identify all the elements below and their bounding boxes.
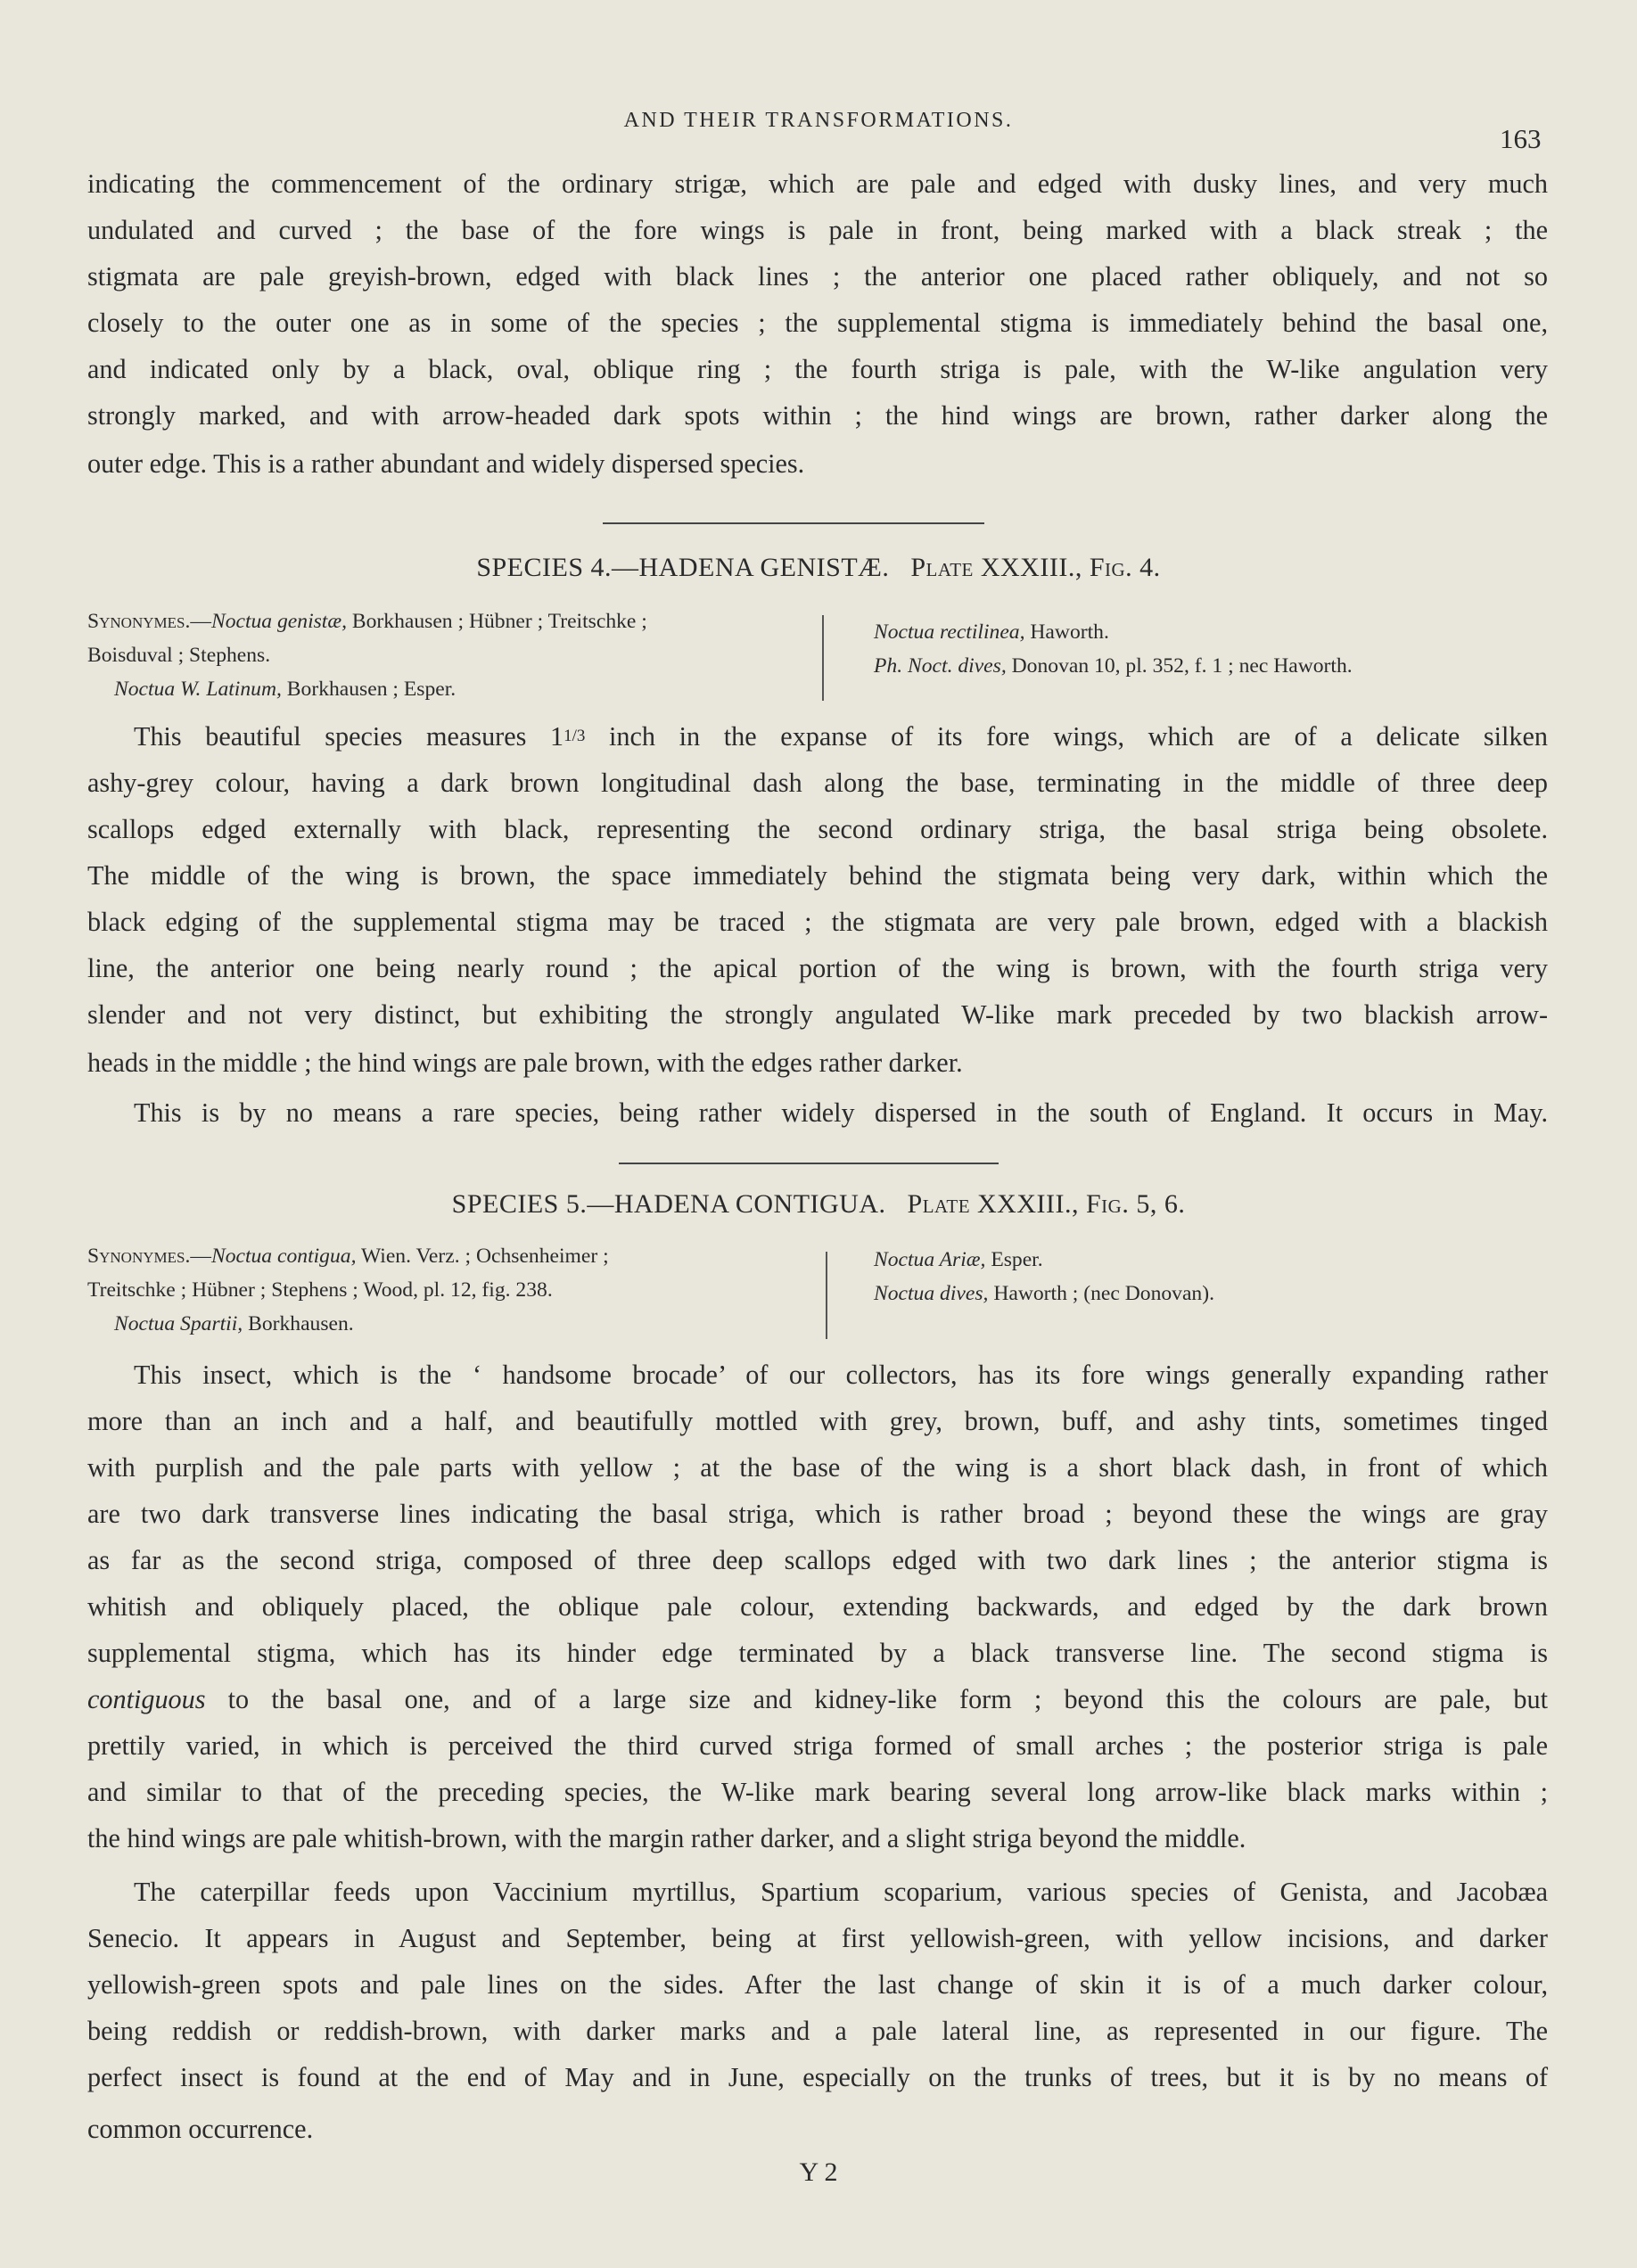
species-4-text-line: line, the anterior one being nearly round ; the apical portion of the wing is brown, with the fourth striga very — [87, 953, 1548, 983]
intro-line: undulated and curved ; the base of the fore wings is pale in front, being marked with a black streak ; the — [87, 215, 1548, 245]
species-5-text-line: yellowish-green spots and pale lines on the sides. After the last change of skin it is of a much darker colour, — [87, 1969, 1548, 2000]
fraction: 1/3 — [563, 727, 586, 745]
synonymes-label: Synonymes.— — [87, 1245, 211, 1268]
italic-word: contiguous — [87, 1684, 206, 1714]
species-4-title: SPECIES 4.—HADENA GENISTÆ. — [476, 553, 890, 582]
running-head: AND THEIR TRANSFORMATIONS. — [623, 109, 1014, 132]
synonym-name: Noctua Spartii, — [114, 1312, 243, 1335]
synonyms-column-divider — [822, 615, 824, 701]
species-5-text-line: the hind wings are pale whitish-brown, with the margin rather darker, and a slight striga beyond the middle. — [87, 1823, 1246, 1853]
species-5-text-line: perfect insect is found at the end of May and in June, especially on the trunks of trees, but it is by no means of — [87, 2062, 1548, 2092]
species-4-text-line: This beautiful species measures 11/3 inch in the expanse of its fore wings, which are of a delicate silken — [134, 721, 1549, 752]
intro-line: strongly marked, and with arrow-headed dark spots within ; the hind wings are brown, rather darker along the — [87, 400, 1548, 431]
synonymes-label: Synonymes.— — [87, 610, 211, 633]
synonym-authors: Borkhausen ; Esper. — [281, 678, 457, 701]
synonym-authors: Boisduval ; Stephens. — [87, 644, 271, 667]
species-5-title: SPECIES 5.—HADENA CONTIGUA. — [451, 1189, 886, 1219]
species-5-text-line: as far as the second striga, composed of three deep scallops edged with two dark lines ; the anterior stigma is — [87, 1545, 1548, 1575]
species-5-text-line: The caterpillar feeds upon Vaccinium myrtillus, Spartium scoparium, various species of Genista, and Jacobæa — [134, 1877, 1548, 1907]
species-5-text-line: Senecio. It appears in August and September, being at first yellowish-green, with yellow incisions, and darker — [87, 1923, 1548, 1953]
section-divider — [619, 1163, 999, 1164]
species-4-text-line: black edging of the supplemental stigma may be traced ; the stigmata are very pale brown, edged with a blackish — [87, 907, 1548, 937]
species-5-text-line: are two dark transverse lines indicating the basal striga, which is rather broad ; beyond these the wings are gray — [87, 1499, 1548, 1529]
species-4-plate: Plate XXXIII., Fig. 4. — [910, 553, 1161, 582]
synonym-authors: Donovan 10, pl. 352, f. 1 ; nec Haworth. — [1006, 654, 1353, 678]
synonym-authors: Borkhausen. — [243, 1312, 354, 1335]
species-5-heading — [0, 1189, 1637, 1220]
species-4-synonyms-right — [874, 615, 1587, 683]
intro-line: and indicated only by a black, oval, oblique ring ; the fourth striga is pale, with the W-like angulation very — [87, 354, 1548, 384]
synonym-authors: Haworth ; (nec Donovan). — [988, 1282, 1214, 1305]
synonym-name: Ph. Noct. dives, — [874, 654, 1007, 678]
synonym-name: Noctua dives, — [874, 1282, 989, 1305]
species-4-synonyms-left — [87, 604, 815, 706]
synonym-authors: Borkhausen ; Hübner ; Treitschke ; — [347, 610, 647, 633]
species-4-text-line: slender and not very distinct, but exhibiting the strongly angulated W-like mark preceded by two blackish arrow- — [87, 999, 1548, 1030]
species-5-text-line: being reddish or reddish-brown, with darker marks and a pale lateral line, as represented in our figure. The — [87, 2016, 1548, 2046]
species-4-text-line: This is by no means a rare species, being rather widely dispersed in the south of England. It occurs in May. — [134, 1097, 1548, 1128]
synonym-name: Noctua genistæ, — [210, 610, 347, 633]
intro-line: closely to the outer one as in some of the species ; the supplemental stigma is immediately behind the basal one, — [87, 308, 1548, 338]
synonym-name: Noctua contigua, — [210, 1245, 357, 1268]
synonym-authors: Esper. — [985, 1248, 1043, 1271]
species-5-text-line: contiguous to the basal one, and of a large size and kidney-like form ; beyond this the colours are pale, but — [87, 1684, 1548, 1714]
synonym-name: Noctua W. Latinum, — [114, 678, 282, 701]
section-divider — [603, 522, 984, 524]
synonyms-column-divider — [826, 1252, 827, 1339]
synonym-authors: Wien. Verz. ; Ochsenheimer ; — [356, 1245, 609, 1268]
species-5-synonyms-right — [874, 1243, 1587, 1311]
species-5-text-line: more than an inch and a half, and beautifully mottled with grey, brown, buff, and ashy tints, sometimes tinged — [87, 1406, 1548, 1436]
intro-line: indicating the commencement of the ordinary strigæ, which are pale and edged with dusky lines, and very much — [87, 168, 1548, 199]
species-4-heading — [0, 553, 1637, 583]
synonym-authors: Haworth. — [1024, 620, 1109, 644]
species-5-text-line: with purplish and the pale parts with yellow ; at the base of the wing is a short black dash, in front of which — [87, 1452, 1548, 1483]
synonym-authors: Treitschke ; Hübner ; Stephens ; Wood, pl. 12, fig. 238. — [87, 1278, 553, 1302]
species-4-text-line: ashy-grey colour, having a dark brown longitudinal dash along the base, terminating in the middle of three deep — [87, 768, 1548, 798]
species-4-text-line: heads in the middle ; the hind wings are pale brown, with the edges rather darker. — [87, 1048, 963, 1078]
synonym-name: Noctua Ariæ, — [874, 1248, 986, 1271]
species-4-text-line: scallops edged externally with black, representing the second ordinary striga, the basal striga being obsolete. — [87, 814, 1548, 844]
species-5-text-line: supplemental stigma, which has its hinder edge terminated by a black transverse line. The second stigma is — [87, 1638, 1548, 1668]
page-number: 163 — [1500, 123, 1542, 154]
species-5-plate: Plate XXXIII., Fig. 5, 6. — [907, 1189, 1186, 1219]
species-4-text-line: The middle of the wing is brown, the space immediately behind the stigmata being very dark, within which the — [87, 860, 1548, 891]
species-5-text-line: whitish and obliquely placed, the oblique pale colour, extending backwards, and edged by the dark brown — [87, 1591, 1548, 1622]
species-5-synonyms-left — [87, 1239, 815, 1341]
species-5-text-line: prettily varied, in which is perceived the third curved striga formed of small arches ; the posterior striga is pale — [87, 1730, 1548, 1761]
signature-mark: Y 2 — [799, 2157, 838, 2187]
species-5-text-line: common occurrence. — [87, 2114, 314, 2144]
intro-line: stigmata are pale greyish-brown, edged with black lines ; the anterior one placed rather obliquely, and not so — [87, 261, 1548, 292]
synonym-name: Noctua rectilinea, — [874, 620, 1025, 644]
species-5-text-line: and similar to that of the preceding species, the W-like mark bearing several long arrow-like black marks within ; — [87, 1777, 1548, 1807]
species-5-text-line: This insect, which is the ‘ handsome brocade’ of our collectors, has its fore wings generally expanding rather — [134, 1360, 1548, 1390]
intro-line: outer edge. This is a rather abundant and widely dispersed species. — [87, 448, 805, 479]
